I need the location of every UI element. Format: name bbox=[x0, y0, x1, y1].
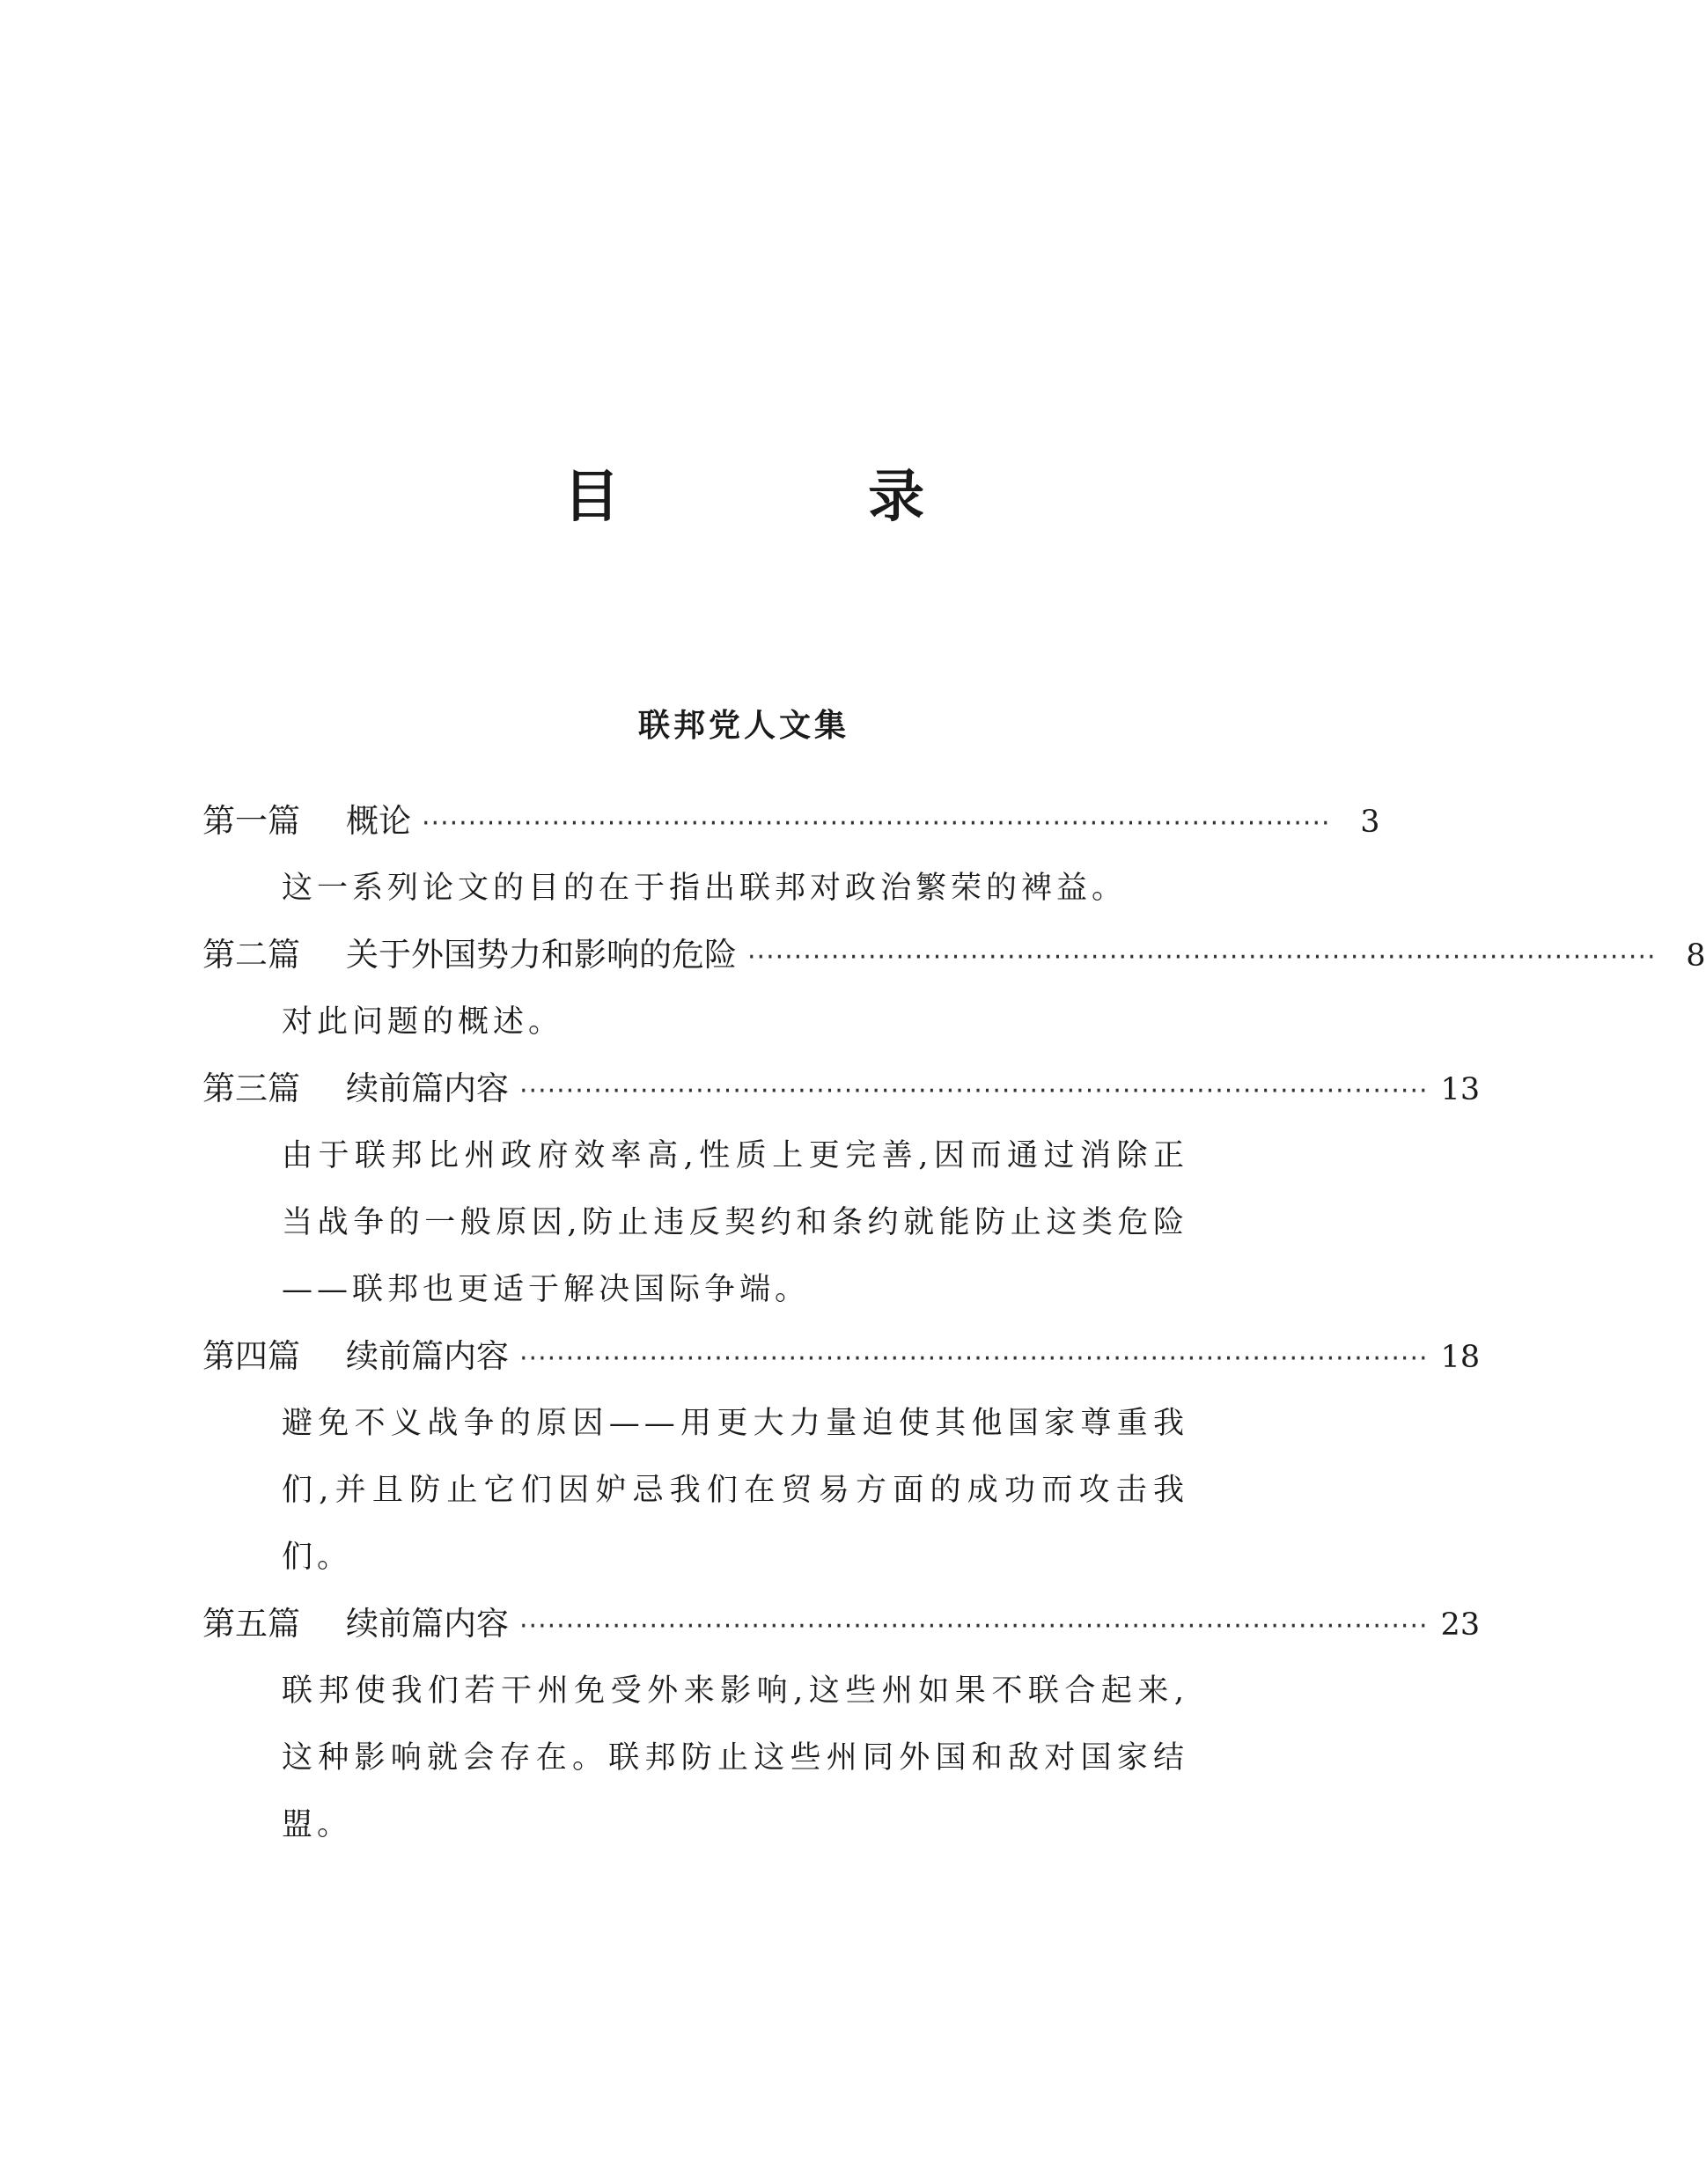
chapter-summary: 由于联邦比州政府效率高,性质上更完善,因而通过消除正当战争的一般原因,防止违反契约和条约就能防止这类危险——联邦也更适于解决国际争端。 bbox=[282, 1138, 1188, 1307]
page-number: 13 bbox=[1440, 1072, 1481, 1107]
page-number: 8 bbox=[1686, 938, 1706, 974]
page-number: 23 bbox=[1440, 1607, 1481, 1643]
toc-entry bbox=[202, 1055, 1481, 1323]
book-title: 联邦党人文集 bbox=[637, 708, 849, 744]
toc-entry-heading[interactable] bbox=[202, 788, 1380, 855]
toc-entry bbox=[202, 922, 1706, 1055]
dot-leader: ·································································································· bbox=[519, 1343, 1429, 1374]
dot-leader: ·································································································· bbox=[519, 1076, 1429, 1107]
toc-entry-heading[interactable] bbox=[202, 922, 1706, 989]
table-of-contents bbox=[202, 788, 1706, 1858]
chapter-summary: 避免不义战争的原因——用更大力量迫使其他国家尊重我们,并且防止它们因妒忌我们在贸易方面的成功而攻击我们。 bbox=[282, 1406, 1188, 1575]
toc-entry bbox=[202, 1323, 1481, 1591]
chapter-summary: 联邦使我们若干州免受外来影响,这些州如果不联合起来,这种影响就会存在。联邦防止这些州同外国和敌对国家结盟。 bbox=[282, 1673, 1188, 1842]
chapter-title: 概论 bbox=[346, 802, 411, 840]
chapter-number: 第四篇 bbox=[202, 1337, 300, 1375]
chapter-number: 第三篇 bbox=[202, 1070, 300, 1107]
chapter-title: 续前篇内容 bbox=[346, 1337, 509, 1375]
toc-entry-heading[interactable] bbox=[202, 1591, 1481, 1658]
chapter-number: 第二篇 bbox=[202, 936, 300, 974]
dot-leader: ·································································································· bbox=[519, 1611, 1429, 1642]
dot-leader: ·································································································· bbox=[422, 808, 1331, 839]
chapter-title: 续前篇内容 bbox=[346, 1605, 509, 1643]
page-number: 3 bbox=[1360, 805, 1380, 840]
chapter-number: 第一篇 bbox=[202, 802, 300, 840]
chapter-title: 关于外国势力和影响的危险 bbox=[346, 936, 737, 974]
toc-entry bbox=[202, 1591, 1481, 1858]
chapter-summary: 对此问题的概述。 bbox=[282, 1004, 564, 1040]
chapter-number: 第五篇 bbox=[202, 1605, 300, 1643]
page-number: 18 bbox=[1440, 1340, 1481, 1375]
chapter-title: 续前篇内容 bbox=[346, 1070, 509, 1107]
dot-leader: ·································································································· bbox=[747, 942, 1657, 973]
toc-entry-heading[interactable] bbox=[202, 1055, 1481, 1122]
toc-entry bbox=[202, 788, 1380, 922]
toc-entry-heading[interactable] bbox=[202, 1323, 1481, 1390]
chapter-summary: 这一系列论文的目的在于指出联邦对政治繁荣的裨益。 bbox=[282, 871, 1128, 906]
page-title: 目 录 bbox=[563, 465, 1040, 530]
